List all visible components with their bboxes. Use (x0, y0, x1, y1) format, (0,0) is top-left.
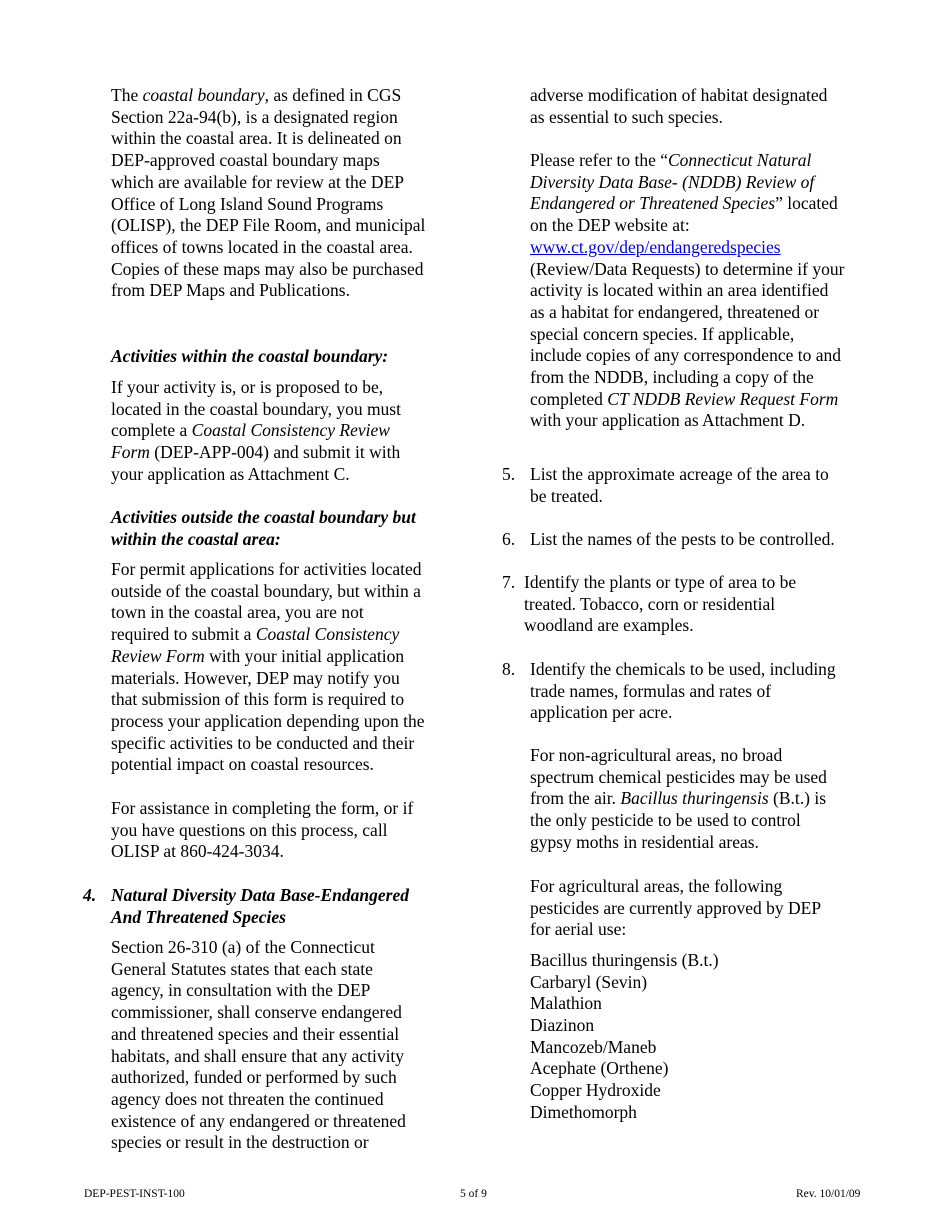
text-run: The (111, 85, 143, 105)
text-run: For non-agricultural areas, no broad spectrum chemical pesticides may be used from the air. (530, 745, 827, 809)
assistance-paragraph: For assistance in completing the form, or if you have questions on this process, call OLISP at 860-424-3034. (111, 798, 414, 862)
footer-revision-date: Rev. 10/01/09 (796, 1188, 861, 1200)
item-number: 8. (502, 659, 516, 679)
text-run: , as defined in CGS Section 22a-94(b), is a designated region within the coastal area. It is delineated on DEP-approved coastal boundary maps which are available for review at the DEP Office of Long Island Sound Programs (OLISP), the DEP File Room, and municipal offices of towns located in the coastal area. Copies of these maps may also be purchased from DEP Maps and Publications. (111, 85, 426, 301)
pesticide-list-item: Mancozeb/Maneb (530, 1037, 657, 1057)
pesticide-list-item: Bacillus thuringensis (B.t.) (530, 950, 719, 970)
coastal-boundary-paragraph (111, 85, 456, 302)
text-run: (DEP-APP-004) and submit it with your application as Attachment C. (111, 442, 401, 484)
continued-paragraph: adverse modification of habitat designated as essential to such species. (530, 85, 828, 127)
item-number: 7. (502, 572, 516, 592)
item-number: 5. (502, 464, 516, 484)
pesticide-list-item: Malathion (530, 993, 602, 1013)
text-run: with your application as Attachment D. (530, 410, 806, 431)
nddb-refer-paragraph (530, 150, 875, 432)
text-run: For permit applications for activities located outside of the coastal boundary, but within a town in the coastal area, you are not required to submit a (111, 559, 422, 645)
italic-term: coastal boundary (142, 85, 265, 105)
footer-page-number: 5 of 9 (460, 1188, 487, 1200)
within-boundary-paragraph (111, 377, 456, 486)
item-text: Identify the chemicals to be used, including trade names, formulas and rates of application per acre. (530, 659, 836, 723)
item-text: List the approximate acreage of the area to be treated. (530, 464, 829, 506)
text-run: (B.t.) is the only pesticide to be used to control gypsy moths in residential areas. (530, 788, 827, 852)
section-4-heading (83, 885, 409, 927)
text-run: with your initial application materials. However, DEP may notify you that submission of this form is required to process your application depending upon the specific activities to be conducted and their potential impact on coastal resources. (111, 645, 425, 775)
non-agricultural-paragraph (530, 745, 875, 854)
item-text: List the names of the pests to be controlled. (530, 529, 835, 549)
text-run: (Review/Data Requests) to determine if your activity is located within an area identified as a habitat for endangered, threatened or special concern species. If applicable, include copies of any correspondence to and from the NDDB, including a copy of the completed (530, 258, 845, 409)
section-title: Natural Diversity Data Base-Endangered And Threatened Species (111, 885, 409, 927)
outside-boundary-paragraph (111, 559, 456, 776)
agricultural-paragraph: For agricultural areas, the following pesticides are currently approved by DEP for aerial use: (530, 876, 822, 940)
text-run: Please refer to the “ (530, 150, 668, 170)
section-4-paragraph: Section 26-310 (a) of the Connecticut General Statutes states that each state agency, in consultation with the DEP commissioner, shall conserve endangered and threatened species and their essential habitats, and shall ensure that any activity authorized, funded or performed by such agency does not threaten the continued existence of any endangered or threatened species or result in the destruction or (111, 937, 406, 1153)
pesticide-list-item: Acephate (Orthene) (530, 1058, 669, 1078)
species-name: Bacillus thuringensis (620, 788, 769, 809)
document-title: Connecticut Natural Diversity Data Base- (NDDB) Review of Endangered or Threatened Species (530, 150, 815, 214)
form-title: CT NDDB Review Request Form (607, 388, 839, 409)
pesticide-list-item: Carbaryl (Sevin) (530, 972, 648, 992)
pesticide-list-item: Diazinon (530, 1015, 595, 1035)
text-run: If your activity is, or is proposed to be, located in the coastal boundary, you must complete a (111, 377, 401, 441)
footer-document-id: DEP-PEST-INST-100 (84, 1188, 185, 1200)
form-title: Coastal Consistency Review Form (111, 624, 400, 666)
pesticide-list-item: Dimethomorph (530, 1102, 637, 1122)
pesticide-list-item: Copper Hydroxide (530, 1080, 661, 1100)
text-run: ” located on the DEP website at: (530, 193, 838, 236)
heading-outside-coastal-boundary: Activities outside the coastal boundary but within the coastal area: (111, 507, 416, 549)
item-text: Identify the plants or type of area to be treated. Tobacco, corn or residential woodland are examples. (524, 572, 797, 636)
form-title: Coastal Consistency Review Form (111, 420, 390, 463)
heading-within-coastal-boundary: Activities within the coastal boundary: (111, 346, 389, 366)
section-number: 4. (83, 885, 97, 905)
item-number: 6. (502, 529, 516, 549)
endangered-species-link[interactable]: www.ct.gov/dep/endangeredspecies (530, 236, 781, 257)
